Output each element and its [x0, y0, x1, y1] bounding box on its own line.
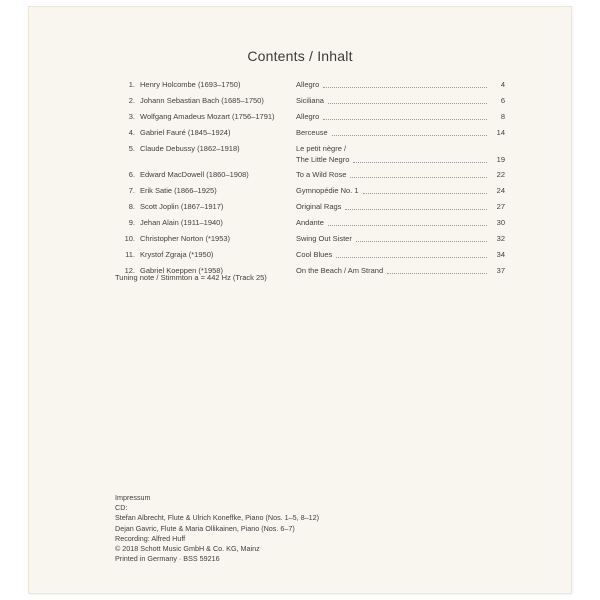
toc-composer: Scott Joplin (1867–1917) — [140, 202, 224, 212]
toc-composer: Edward MacDowell (1860–1908) — [140, 170, 249, 180]
page-title: Contents / Inhalt — [247, 48, 353, 64]
toc-piece: Berceuse — [296, 127, 328, 137]
toc-number: 6. — [128, 170, 135, 180]
table-of-contents — [115, 79, 505, 281]
impressum-heading: Impressum — [115, 493, 151, 502]
leader-dots — [356, 241, 487, 242]
impressum-line: Stefan Albrecht, Flute & Ulrich Koneffke, Piano (Nos. 1–5, 8–12) — [115, 513, 320, 523]
leader-dots — [328, 103, 487, 104]
toc-page-number: 22 — [496, 170, 505, 180]
toc-piece-translation: The Little Negro — [296, 154, 350, 164]
toc-row[interactable] — [115, 79, 505, 90]
toc-row[interactable] — [115, 185, 505, 196]
toc-piece: Swing Out Sister — [296, 234, 352, 244]
toc-piece: On the Beach / Am Strand — [296, 265, 384, 275]
toc-row[interactable] — [115, 233, 505, 244]
toc-composer: Erik Satie (1866–1925) — [140, 186, 217, 196]
leader-dots — [350, 177, 487, 178]
toc-piece: Cool Blues — [296, 249, 333, 259]
toc-page-number: 14 — [496, 127, 505, 137]
leader-dots — [345, 209, 487, 210]
toc-piece: Andante — [296, 218, 324, 228]
toc-page-number: 24 — [496, 186, 505, 196]
toc-number: 2. — [128, 95, 135, 105]
leader-dots — [387, 273, 487, 274]
toc-piece: Allegro — [296, 111, 320, 121]
leader-dots — [353, 162, 487, 163]
cd-label: CD: — [115, 503, 128, 513]
impressum-line: Printed in Germany · BSS 59216 — [115, 554, 220, 564]
toc-page-number: 32 — [496, 234, 505, 244]
toc-composer: Henry Holcombe (1693–1750) — [140, 80, 241, 89]
leader-dots — [323, 119, 487, 120]
toc-composer: Wolfgang Amadeus Mozart (1756–1791) — [140, 111, 275, 121]
toc-row[interactable] — [115, 201, 505, 212]
impressum-line: Dejan Gavric, Flute & Maria Ollikainen, Piano (Nos. 6–7) — [115, 523, 295, 533]
toc-row[interactable] — [115, 143, 505, 165]
toc-row[interactable] — [115, 169, 505, 180]
toc-row[interactable] — [115, 111, 505, 122]
leader-dots — [328, 225, 487, 226]
impressum-line: © 2018 Schott Music GmbH & Co. KG, Mainz — [115, 544, 260, 554]
toc-number: 4. — [128, 127, 135, 137]
toc-number: 9. — [128, 218, 135, 228]
toc-number: 3. — [128, 111, 135, 121]
toc-page-number: 30 — [496, 218, 505, 228]
toc-page-number: 37 — [496, 265, 505, 275]
toc-number: 11. — [125, 249, 135, 259]
toc-piece: Allegro — [296, 80, 320, 89]
toc-number: 12. — [124, 265, 135, 275]
toc-row[interactable] — [115, 95, 505, 106]
toc-composer: Gabriel Koeppen (*1958) — [140, 265, 223, 275]
toc-number: 5. — [128, 143, 135, 153]
toc-page-number: 19 — [496, 154, 505, 164]
toc-composer: Johann Sebastian Bach (1685–1750) — [140, 95, 264, 105]
toc-row[interactable] — [115, 249, 505, 260]
toc-number: 8. — [128, 202, 135, 212]
toc-composer: Claude Debussy (1862–1918) — [140, 143, 240, 153]
toc-piece: Original Rags — [296, 202, 342, 212]
toc-number: 1. — [128, 80, 135, 89]
toc-page-number: 34 — [496, 249, 505, 259]
leader-dots — [336, 257, 487, 258]
toc-composer: Jehan Alain (1911–1940) — [140, 218, 223, 228]
toc-piece: Siciliana — [296, 95, 324, 105]
toc-piece: Gymnopédie No. 1 — [296, 186, 359, 196]
document-page — [29, 7, 571, 593]
toc-page-number: 6 — [500, 95, 505, 105]
tuning-note: Tuning note / Stimmton a = 442 Hz (Track 25) — [115, 273, 267, 282]
toc-page-number: 8 — [500, 111, 505, 121]
toc-number: 7. — [128, 186, 135, 196]
toc-piece: To a Wild Rose — [296, 170, 347, 180]
leader-dots — [332, 135, 487, 136]
toc-piece: Le petit nègre / — [296, 143, 347, 153]
impressum-block — [115, 493, 319, 564]
toc-composer: Krystof Zgraja (*1950) — [140, 249, 214, 259]
leader-dots — [363, 193, 487, 194]
toc-number: 10. — [124, 234, 135, 244]
toc-composer: Gabriel Fauré (1845–1924) — [140, 127, 231, 137]
toc-row[interactable] — [115, 127, 505, 138]
toc-row[interactable] — [115, 217, 505, 228]
toc-page-number: 27 — [496, 202, 505, 212]
toc-composer: Christopher Norton (*1953) — [140, 234, 231, 244]
leader-dots — [323, 87, 487, 88]
impressum-line: Recording: Alfred Huff — [115, 533, 186, 543]
toc-page-number: 4 — [500, 80, 505, 89]
